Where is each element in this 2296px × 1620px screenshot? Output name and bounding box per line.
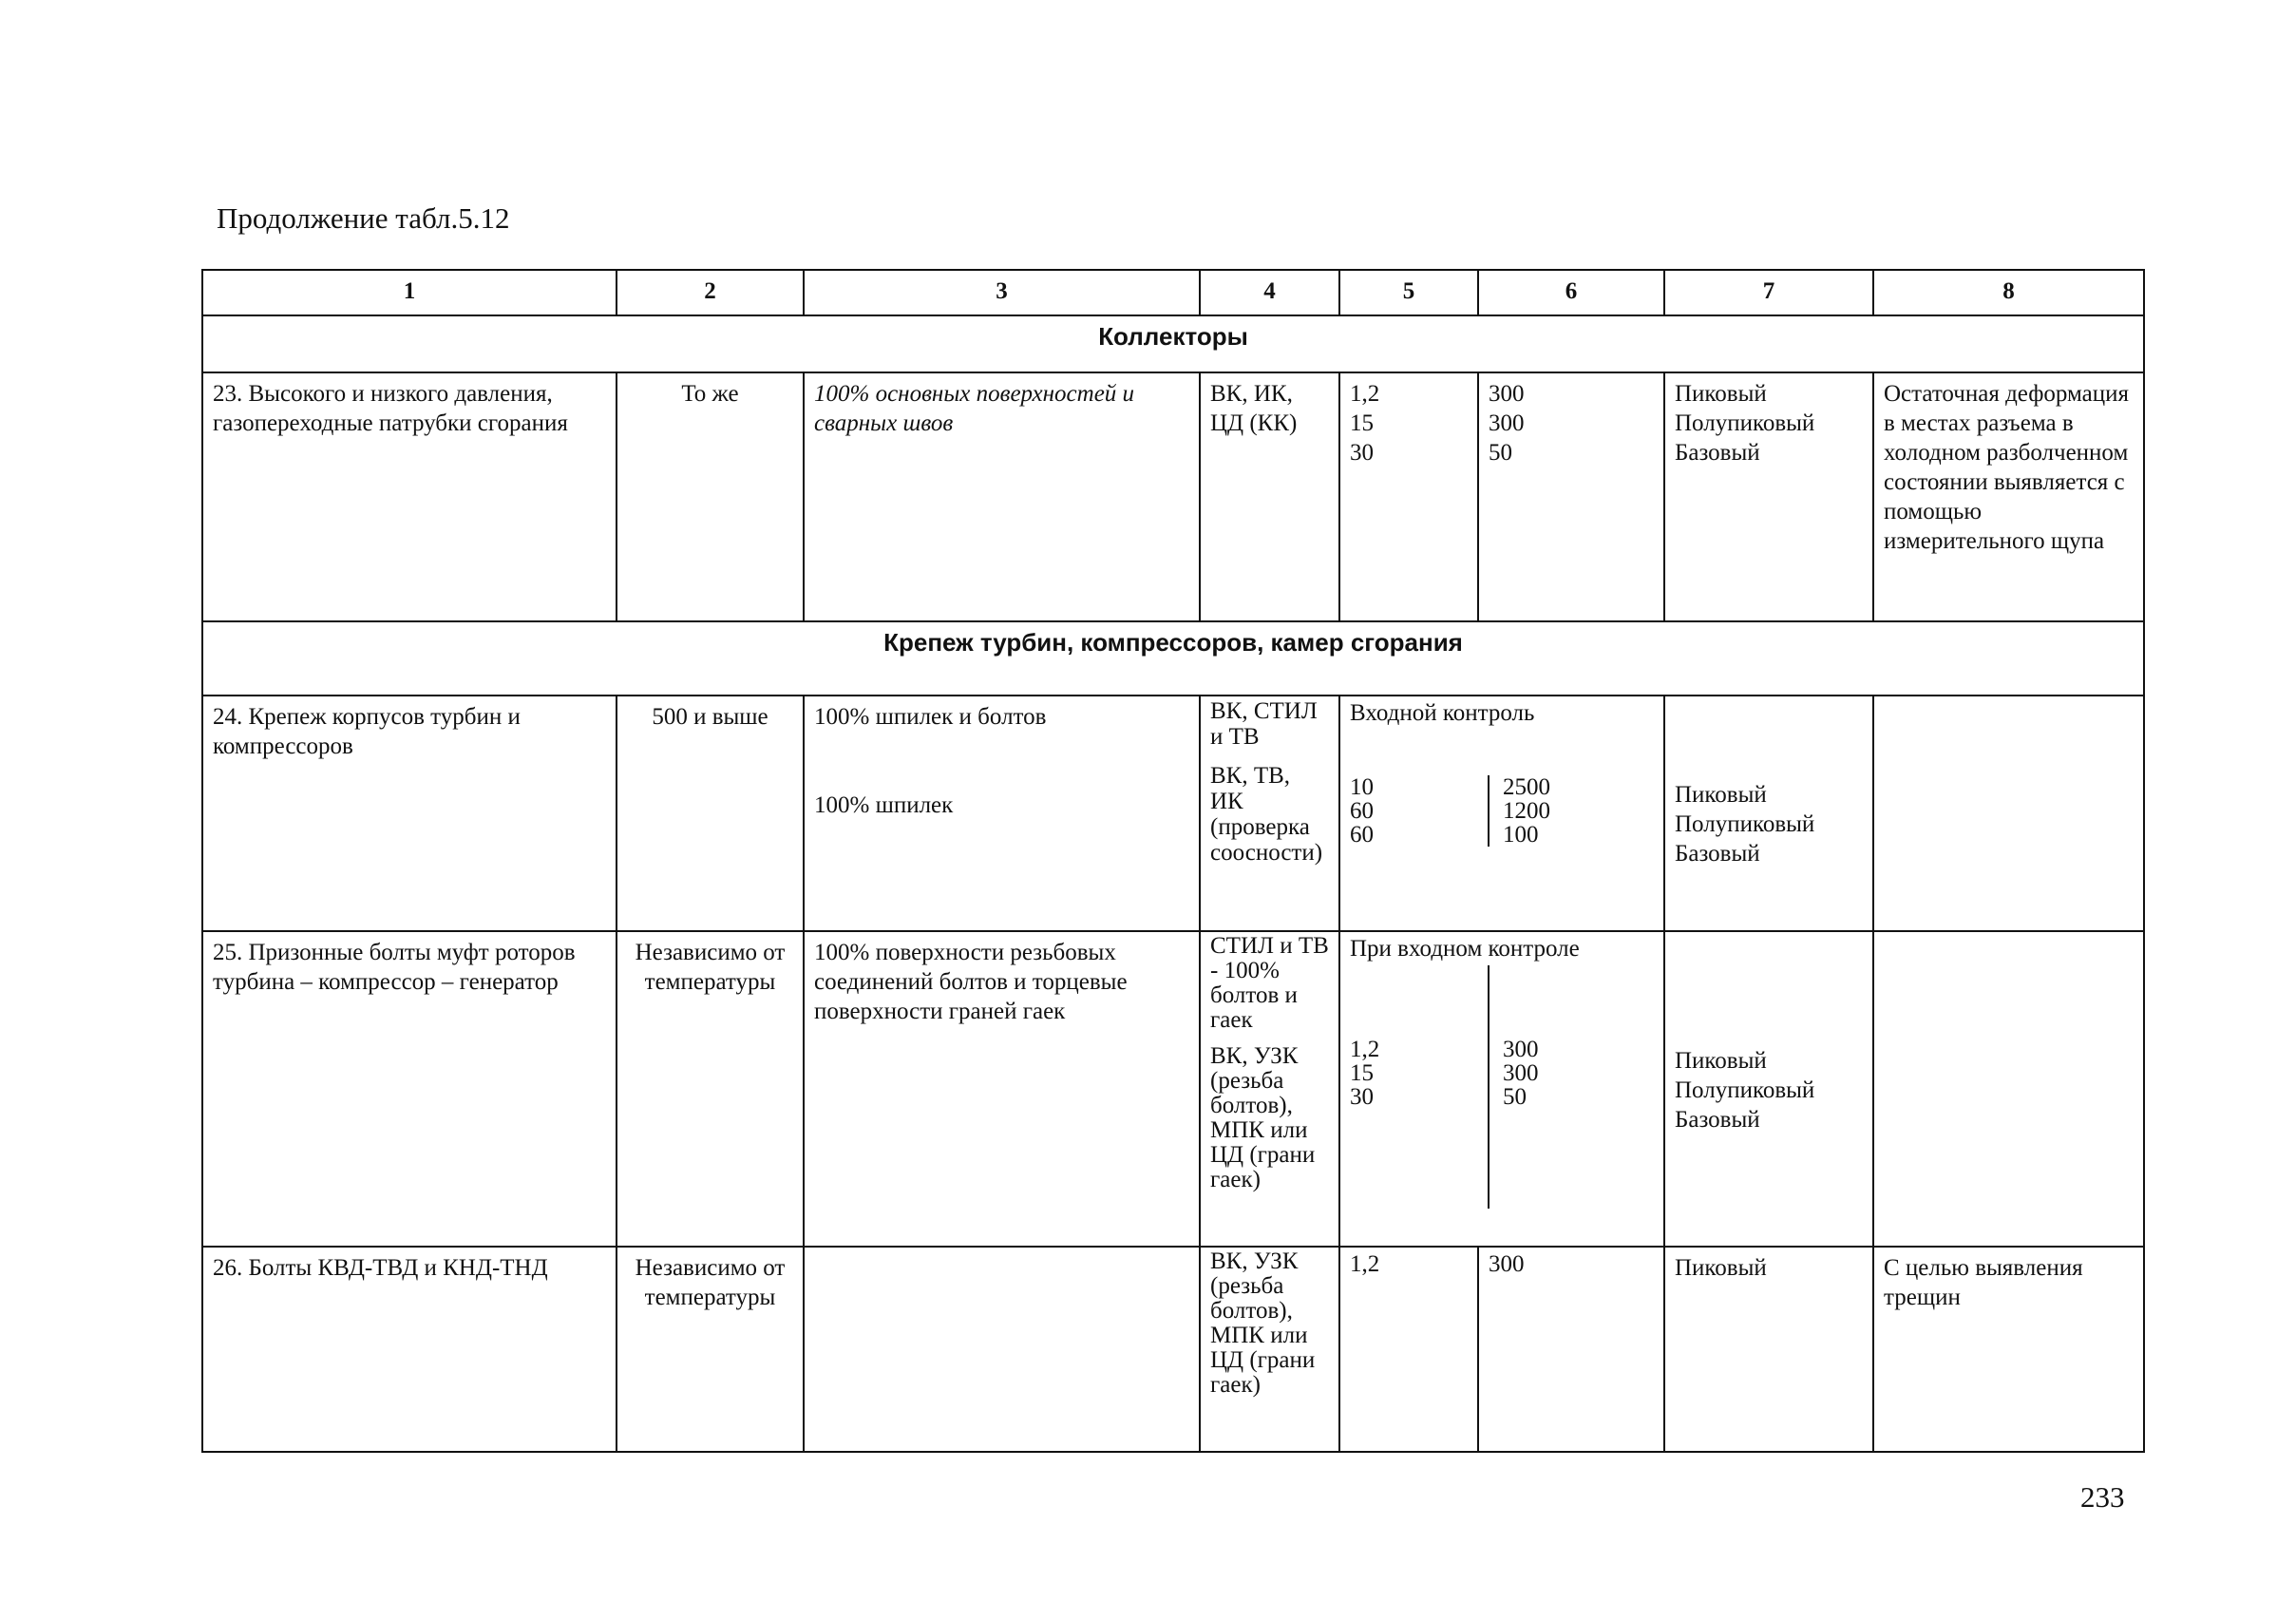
cell-object: 26. Болты КВД-ТВД и КНД-ТНД (202, 1247, 617, 1452)
col6-values (1488, 965, 1539, 1209)
cell-note (1873, 931, 2144, 1247)
column-header: 8 (1873, 270, 2144, 315)
value: 60 (1350, 822, 1374, 848)
cell-scope: 100% основных поверхностей и сварных швов (804, 372, 1200, 621)
cell-mode (1664, 372, 1873, 621)
cell-object: 24. Крепеж корпусов турбин и компрессоров (202, 696, 617, 931)
mode-label: Базовый (1675, 841, 1760, 867)
cell-col5-6 (1339, 931, 1664, 1247)
mode-label: Полупиковый (1675, 410, 1815, 436)
cell-note (1873, 696, 2144, 931)
value: 50 (1503, 1084, 1527, 1110)
column-header-row (202, 270, 2144, 315)
column-header: 5 (1339, 270, 1478, 315)
cell-scope (804, 696, 1200, 931)
cell-col5 (1339, 372, 1478, 621)
cell-col5: 1,2 (1339, 1247, 1478, 1452)
col5-values (1340, 965, 1488, 1209)
mode-label: Полупиковый (1675, 1077, 1815, 1103)
mode-label: Полупиковый (1675, 811, 1815, 837)
mode-label: Базовый (1675, 1107, 1760, 1133)
cell-scope (804, 1247, 1200, 1452)
control-note: При входном контроле (1350, 936, 1580, 962)
cell-object: 23. Высокого и низкого давления, газопереходные патрубки сгорания (202, 372, 617, 621)
section-row (202, 315, 2144, 372)
method-a: СТИЛ и ТВ - 100% болтов и гаек (1210, 933, 1329, 1033)
cell-temperature: Независимо от температуры (617, 1247, 804, 1452)
value: 1,2 (1350, 1037, 1380, 1062)
cell-mode (1664, 696, 1873, 931)
mode-label: Пиковый (1675, 782, 1767, 808)
value: 10 (1350, 774, 1374, 800)
value: 100 (1503, 822, 1539, 848)
value: 50 (1489, 440, 1512, 466)
method-b: ВК, УЗК (резьба болтов), МПК или ЦД (грани гаек) (1210, 1043, 1316, 1192)
cell-note: С целью выявления трещин (1873, 1247, 2144, 1452)
value: 1,2 (1350, 381, 1380, 407)
cell-object: 25. Призонные болты муфт роторов турбина – компрессор – генератор (202, 931, 617, 1247)
col6-values (1488, 775, 1550, 847)
value: 30 (1350, 1084, 1374, 1110)
table-row (202, 372, 2144, 621)
col5-values (1340, 775, 1488, 847)
table-row (202, 1247, 2144, 1452)
value: 300 (1503, 1060, 1539, 1086)
table-caption: Продолжение табл.5.12 (217, 201, 510, 235)
cell-scope: 100% поверхности резьбовых соединений болтов и торцевые поверхности граней гаек (804, 931, 1200, 1247)
value: 300 (1503, 1037, 1539, 1062)
method-a: ВК, СТИЛ и ТВ (1210, 698, 1318, 750)
cell-col5-6 (1339, 696, 1664, 931)
value: 1200 (1503, 798, 1550, 824)
control-note: Входной контроль (1350, 700, 1535, 726)
column-header: 2 (617, 270, 804, 315)
cell-method: ВК, УЗК (резьба болтов), МПК или ЦД (грани гаек) (1200, 1247, 1339, 1452)
section-title-fasteners: Крепеж турбин, компрессоров, камер сгорания (202, 621, 2144, 696)
cell-temperature: 500 и выше (617, 696, 804, 931)
value: 300 (1489, 381, 1525, 407)
column-header: 1 (202, 270, 617, 315)
cell-method (1200, 696, 1339, 931)
column-header: 4 (1200, 270, 1339, 315)
table-row (202, 696, 2144, 931)
section-row (202, 621, 2144, 696)
cell-temperature: То же (617, 372, 804, 621)
cell-method: ВК, ИК, ЦД (КК) (1200, 372, 1339, 621)
column-header: 7 (1664, 270, 1873, 315)
page-number: 233 (2080, 1480, 2125, 1514)
cell-temperature: Независимо от температуры (617, 931, 804, 1247)
scope-b: 100% шпилек (814, 792, 954, 818)
value: 15 (1350, 1060, 1374, 1086)
value: 30 (1350, 440, 1374, 466)
column-header: 6 (1478, 270, 1664, 315)
section-title-collectors: Коллекторы (202, 315, 2144, 372)
mode-label: Пиковый (1675, 381, 1767, 407)
method-b: ВК, ТВ, ИК (проверка соосности) (1210, 763, 1323, 866)
cell-col6: 300 (1478, 1247, 1664, 1452)
value: 300 (1489, 410, 1525, 436)
table-row (202, 931, 2144, 1247)
cell-col6 (1478, 372, 1664, 621)
value: 60 (1350, 798, 1374, 824)
mode-label: Пиковый (1675, 1048, 1767, 1074)
value: 15 (1350, 410, 1374, 436)
scope-a: 100% шпилек и болтов (814, 704, 1047, 730)
inspection-table (201, 269, 2145, 1453)
value: 2500 (1503, 774, 1550, 800)
cell-mode (1664, 931, 1873, 1247)
cell-mode: Пиковый (1664, 1247, 1873, 1452)
column-header: 3 (804, 270, 1200, 315)
mode-label: Базовый (1675, 440, 1760, 466)
cell-method (1200, 931, 1339, 1247)
cell-note: Остаточная деформация в местах разъема в холодном разболченном состоянии выявляется с помощью измерительного щупа (1873, 372, 2144, 621)
